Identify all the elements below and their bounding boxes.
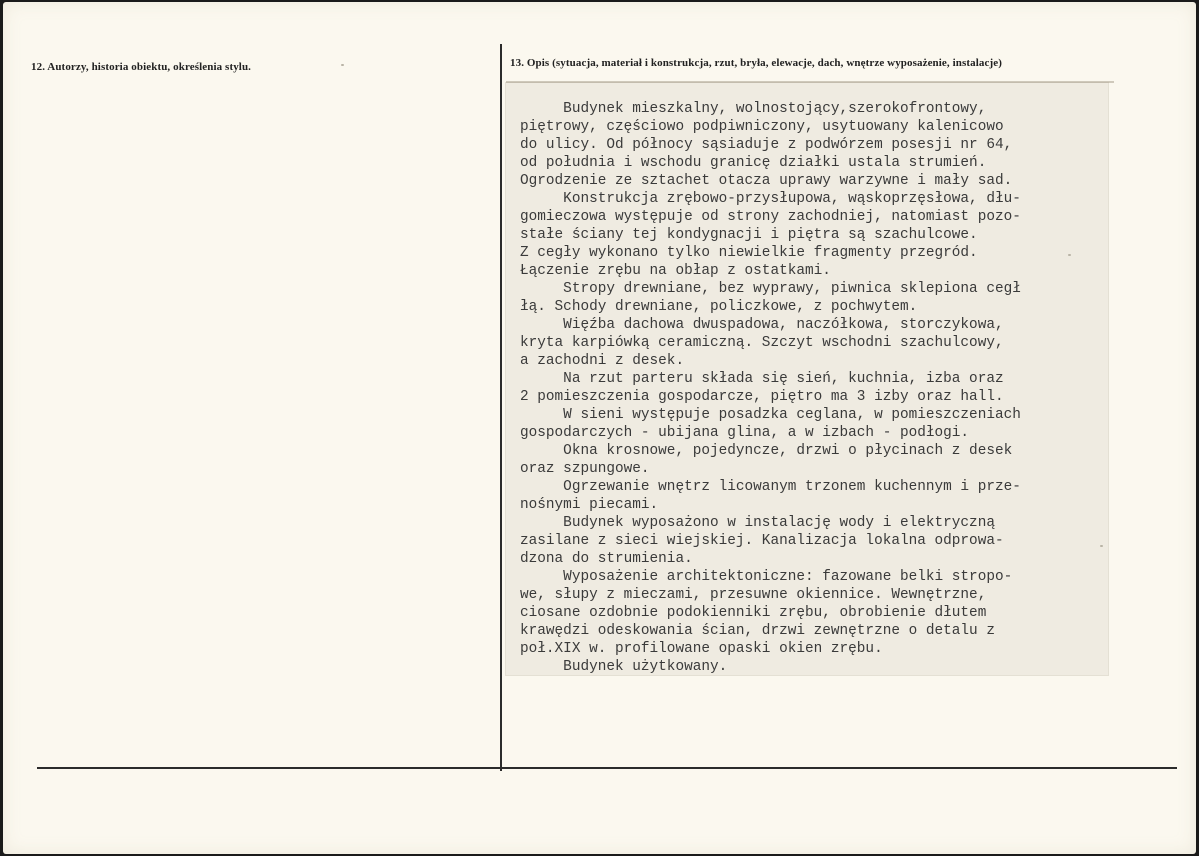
section-13-label: 13. Opis (sytuacja, materiał i konstrukcja, rzut, bryła, elewacje, dach, wnętrze wyposażenie, instalacje): [510, 57, 1002, 69]
typed-line: Budynek użytkowany.: [520, 659, 728, 675]
typed-line: zasilane z sieci wiejskiej. Kanalizacja lokalna odprowa-: [520, 533, 1004, 549]
typed-line: 2 pomieszczenia gospodarcze, piętro ma 3 izby oraz hall.: [520, 389, 1004, 405]
typed-description-text: [520, 100, 1110, 676]
paper-speck: [341, 64, 344, 66]
typed-line: nośnymi piecami.: [520, 497, 659, 513]
typed-line: dzona do strumienia.: [520, 551, 693, 567]
typed-line: stałe ściany tej kondygnacji i piętra są szachulcowe.: [520, 227, 978, 243]
bottom-rule: [37, 767, 1177, 769]
typed-line: do ulicy. Od północy sąsiaduje z podwórzem posesji nr 64,: [520, 137, 1013, 153]
typed-line: Na rzut parteru składa się sień, kuchnia, izba oraz: [520, 371, 1004, 387]
typed-line: oraz szpungowe.: [520, 461, 650, 477]
typed-line: od południa i wschodu granicę działki ustala strumień.: [520, 155, 987, 171]
typed-line: Wyposażenie architektoniczne: fazowane belki stropo-: [520, 569, 1013, 585]
typed-line: gomieczowa występuje od strony zachodniej, natomiast pozo-: [520, 209, 1021, 225]
typed-line: Budynek wyposażono w instalację wody i elektryczną: [520, 515, 995, 531]
typed-line: Budynek mieszkalny, wolnostojący,szerokofrontowy,: [520, 101, 987, 117]
typed-line: Z cegły wykonano tylko niewielkie fragmenty przegród.: [520, 245, 978, 261]
column-divider: [500, 44, 502, 771]
typed-line: piętrowy, częściowo podpiwniczony, usytuowany kalenicowo: [520, 119, 1004, 135]
typed-line: Stropy drewniane, bez wyprawy, piwnica sklepiona cegł: [520, 281, 1021, 297]
typed-line: W sieni występuje posadzka ceglana, w pomieszczeniach: [520, 407, 1021, 423]
paper-speck: [1068, 254, 1071, 256]
typed-line: we, słupy z mieczami, przesuwne okiennice. Wewnętrzne,: [520, 587, 987, 603]
typed-line: a zachodni z desek.: [520, 353, 685, 369]
typed-line: poł.XIX w. profilowane opaski okien zrębu.: [520, 641, 883, 657]
typed-line: krawędzi odeskowania ścian, drzwi zewnętrzne o detalu z: [520, 623, 995, 639]
typed-line: Ogrodzenie ze sztachet otacza uprawy warzywne i mały sad.: [520, 173, 1013, 189]
typed-line: ciosane ozdobnie podokienniki zrębu, obrobienie dłutem: [520, 605, 987, 621]
typed-line: łą. Schody drewniane, policzkowe, z pochwytem.: [520, 299, 918, 315]
typed-line: Okna krosnowe, pojedyncze, drzwi o płycinach z desek: [520, 443, 1013, 459]
typed-line: Więźba dachowa dwuspadowa, naczółkowa, storczykowa,: [520, 317, 1004, 333]
section-12-label: 12. Autorzy, historia obiektu, określenia stylu.: [31, 61, 252, 73]
typed-line: gospodarczych - ubijana glina, a w izbach - podłogi.: [520, 425, 970, 441]
typed-line: Konstrukcja zrębowo-przysłupowa, wąskoprzęsłowa, dłu-: [520, 191, 1021, 207]
paper-speck: [1100, 545, 1103, 547]
typed-line: Ogrzewanie wnętrz licowanym trzonem kuchennym i prze-: [520, 479, 1021, 495]
typed-line: kryta karpiówką ceramiczną. Szczyt wschodni szachulcowy,: [520, 335, 1004, 351]
typed-line: Łączenie zrębu na obłap z ostatkami.: [520, 263, 831, 279]
